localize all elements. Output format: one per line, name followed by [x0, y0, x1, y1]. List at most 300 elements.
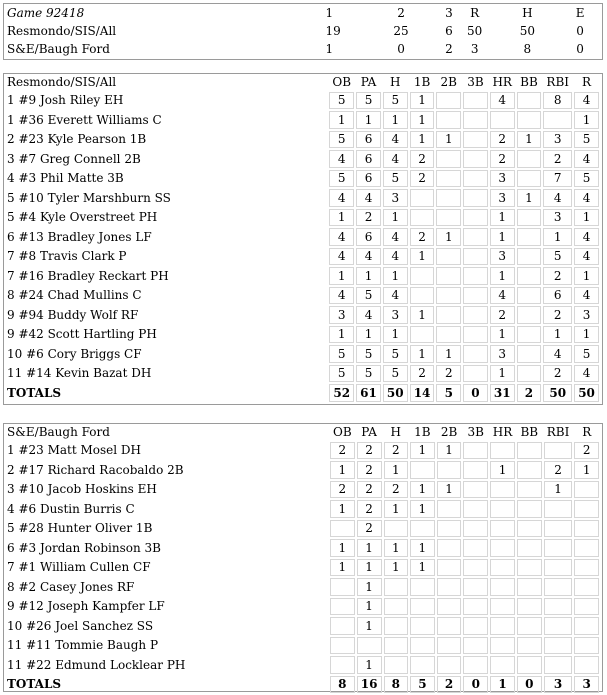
stat-cell — [410, 656, 435, 674]
stat-cell: 1 — [330, 461, 355, 479]
stat-cell — [463, 461, 488, 479]
stat-cell: 5 — [329, 92, 354, 110]
stat-cell — [463, 637, 488, 655]
stat-cell: 2 — [436, 365, 461, 383]
stat-cell — [463, 131, 488, 149]
stat-cell — [490, 481, 515, 499]
stat-cell — [384, 656, 409, 674]
stat-cell: 5 — [543, 248, 572, 266]
stat-cell: 6 — [356, 228, 381, 246]
stat-cell: 4 — [574, 150, 599, 168]
stat-cell — [357, 637, 382, 655]
stat-cell: 2 — [356, 209, 381, 227]
stat-cell — [463, 189, 488, 207]
stat-cell: 1 — [436, 228, 461, 246]
player-name: 11 #11 Tommie Baugh P — [7, 638, 159, 653]
stat-cell: 2 — [384, 481, 409, 499]
stat-cell — [410, 578, 435, 596]
player-row — [5, 209, 599, 227]
column-header: H — [390, 74, 401, 89]
player-name: 3 #7 Greg Connell 2B — [7, 151, 141, 166]
stat-cell — [574, 617, 599, 635]
stat-cell: 1 — [329, 111, 354, 129]
stat-cell — [517, 559, 542, 577]
stat-cell — [463, 150, 488, 168]
stat-cell: 2 — [357, 442, 382, 460]
stat-cell: 2 — [490, 150, 515, 168]
stat-cell — [436, 287, 461, 305]
stat-cell: 5 — [383, 92, 408, 110]
total-cell: 1 — [490, 676, 515, 694]
player-name: 11 #14 Kevin Bazat DH — [7, 366, 152, 381]
stat-cell — [544, 578, 573, 596]
player-name: 8 #24 Chad Mullins C — [7, 288, 142, 303]
stat-cell: 2 — [330, 442, 355, 460]
stat-cell: 3 — [329, 306, 354, 324]
stat-cell — [463, 228, 488, 246]
totals-row — [5, 384, 599, 402]
stat-cell: 4 — [490, 287, 515, 305]
stat-cell — [463, 520, 488, 538]
stat-cell: 1 — [383, 209, 408, 227]
player-row — [5, 520, 599, 538]
stat-cell — [490, 656, 515, 674]
stat-cell: 1 — [574, 209, 599, 227]
linescore-score-cell: 3 — [470, 42, 479, 56]
column-header: OB — [332, 74, 352, 89]
stat-cell: 4 — [356, 306, 381, 324]
stat-cell: 1 — [517, 189, 542, 207]
total-cell: 0 — [463, 676, 488, 694]
total-cell: 61 — [356, 384, 381, 402]
column-header: BB — [520, 424, 539, 439]
stat-cell — [330, 617, 355, 635]
player-row — [5, 559, 599, 577]
stat-cell: 8 — [543, 92, 572, 110]
stat-cell — [544, 500, 573, 518]
stat-cell: 2 — [410, 170, 435, 188]
linescore-row — [4, 40, 602, 58]
linescore-score-cell: 19 — [325, 24, 341, 38]
column-header: BB — [520, 74, 538, 89]
stat-cell — [544, 598, 573, 616]
stat-cell — [384, 637, 409, 655]
stat-cell: 1 — [410, 131, 435, 149]
linescore-team-name: S&E/Baugh Ford — [7, 42, 110, 56]
stat-cell: 2 — [574, 442, 599, 460]
stat-cell — [517, 442, 542, 460]
linescore-score-cell: 50 — [519, 24, 536, 38]
stat-cell — [574, 500, 599, 518]
player-name: 1 #9 Josh Riley EH — [7, 93, 124, 108]
team-box-away — [3, 423, 603, 692]
stat-cell — [463, 92, 488, 110]
player-name: 5 #4 Kyle Overstreet PH — [7, 210, 158, 225]
stat-cell: 1 — [410, 559, 435, 577]
player-row — [5, 170, 599, 188]
player-row — [5, 228, 599, 246]
stat-cell: 1 — [356, 111, 381, 129]
stat-cell — [463, 111, 488, 129]
player-row — [5, 578, 599, 596]
stat-cell: 1 — [574, 111, 599, 129]
totals-label: TOTALS — [7, 677, 62, 692]
stat-cell: 1 — [436, 345, 461, 363]
stat-cell: 2 — [410, 365, 435, 383]
stat-cell: 5 — [574, 345, 599, 363]
stat-cell — [436, 267, 461, 285]
stat-cell — [410, 267, 435, 285]
stat-cell: 1 — [356, 267, 381, 285]
stat-cell: 4 — [543, 345, 572, 363]
player-row — [5, 481, 599, 499]
player-name: 5 #10 Tyler Marshburn SS — [7, 190, 171, 205]
column-header: 2B — [440, 424, 458, 439]
stat-cell — [463, 209, 488, 227]
stat-cell — [517, 228, 542, 246]
stat-cell — [410, 598, 435, 616]
linescore-score-cell: 50 — [467, 24, 483, 38]
player-row — [5, 598, 599, 616]
stat-cell: 4 — [574, 248, 599, 266]
stat-cell: 1 — [357, 578, 382, 596]
stat-cell: 5 — [574, 131, 599, 149]
stat-cell — [490, 111, 515, 129]
stat-cell — [436, 306, 461, 324]
stat-cell — [384, 598, 409, 616]
stat-cell: 4 — [490, 92, 515, 110]
stat-cell: 2 — [410, 228, 435, 246]
stat-cell: 1 — [410, 248, 435, 266]
stat-cell: 1 — [357, 656, 382, 674]
stat-cell: 1 — [329, 209, 354, 227]
stat-cell — [463, 326, 488, 344]
stat-cell — [490, 500, 515, 518]
stat-cell: 2 — [543, 150, 572, 168]
total-cell: 2 — [437, 676, 462, 694]
column-header: 3B — [467, 74, 484, 89]
stat-cell: 4 — [329, 228, 354, 246]
player-row — [5, 539, 599, 557]
stat-cell: 5 — [383, 170, 408, 188]
stat-cell: 5 — [383, 345, 408, 363]
stat-cell — [574, 656, 599, 674]
stat-cell: 5 — [329, 131, 354, 149]
stat-cell: 1 — [574, 461, 599, 479]
column-header: PA — [361, 424, 377, 439]
stat-cell — [437, 500, 462, 518]
stat-cell — [517, 539, 542, 557]
stat-cell — [437, 461, 462, 479]
stat-cell — [544, 520, 573, 538]
stat-cell — [463, 598, 488, 616]
stat-cell — [410, 637, 435, 655]
column-header: RBI — [546, 74, 569, 89]
player-row — [5, 617, 599, 635]
stat-cell — [437, 559, 462, 577]
stat-cell: 4 — [329, 248, 354, 266]
stat-cell: 5 — [329, 345, 354, 363]
player-name: 1 #36 Everett Williams C — [7, 112, 162, 127]
linescore-score-cell: 8 — [523, 42, 532, 56]
stat-cell — [410, 209, 435, 227]
batting-table-se-baugh — [3, 422, 601, 695]
stat-cell: 1 — [357, 559, 382, 577]
team-name-header: Resmondo/SIS/All — [7, 74, 117, 89]
stat-cell — [384, 520, 409, 538]
linescore-score-cell: 6 — [445, 24, 453, 38]
stat-cell: 3 — [543, 209, 572, 227]
stat-cell: 1 — [410, 111, 435, 129]
stat-cell: 2 — [490, 131, 515, 149]
stat-cell — [437, 520, 462, 538]
total-cell: 50 — [543, 384, 572, 402]
stat-cell: 7 — [543, 170, 572, 188]
stat-cell: 5 — [356, 92, 381, 110]
stat-cell: 1 — [543, 326, 572, 344]
column-header: 1B — [414, 424, 431, 439]
player-row — [5, 131, 599, 149]
batting-table-resmondo — [3, 72, 601, 404]
stat-cell: 1 — [384, 539, 409, 557]
stat-cell — [436, 209, 461, 227]
stat-cell: 3 — [543, 131, 572, 149]
linescore-team-name: Resmondo/SIS/All — [7, 24, 117, 38]
stat-cell — [330, 598, 355, 616]
stat-cell — [463, 559, 488, 577]
player-row — [5, 111, 599, 129]
stat-cell — [517, 209, 542, 227]
column-header: HR — [492, 74, 512, 89]
stat-cell: 4 — [383, 228, 408, 246]
stat-cell — [544, 539, 573, 557]
stat-cell: 1 — [383, 267, 408, 285]
stat-cell — [436, 92, 461, 110]
stat-cell — [330, 520, 355, 538]
stat-cell — [437, 656, 462, 674]
player-row — [5, 92, 599, 110]
stat-cell — [463, 442, 488, 460]
stat-cell — [384, 578, 409, 596]
stat-cell: 4 — [574, 287, 599, 305]
stat-cell — [517, 326, 542, 344]
player-name: 4 #3 Phil Matte 3B — [7, 171, 124, 186]
stat-cell: 1 — [410, 500, 435, 518]
stat-cell — [517, 598, 542, 616]
player-name: 7 #16 Bradley Reckart PH — [7, 268, 169, 283]
stat-cell — [463, 578, 488, 596]
stat-cell — [574, 539, 599, 557]
stat-cell — [463, 539, 488, 557]
stat-cell — [574, 637, 599, 655]
stat-cell — [544, 442, 573, 460]
linescore-header-cell: E — [575, 6, 585, 20]
stat-cell — [574, 520, 599, 538]
stat-cell: 5 — [356, 287, 381, 305]
stat-cell: 2 — [543, 365, 572, 383]
stat-cell — [436, 111, 461, 129]
stat-cell — [517, 150, 542, 168]
stat-cell — [463, 617, 488, 635]
stat-cell — [517, 461, 542, 479]
stat-cell — [437, 539, 462, 557]
stat-cell: 1 — [384, 500, 409, 518]
stat-cell — [517, 520, 542, 538]
stat-cell: 2 — [357, 461, 382, 479]
stat-cell — [463, 481, 488, 499]
stat-cell: 3 — [490, 170, 515, 188]
stat-cell — [517, 287, 542, 305]
stat-cell: 1 — [357, 539, 382, 557]
player-name: 9 #42 Scott Hartling PH — [7, 327, 157, 342]
stat-cell: 5 — [329, 170, 354, 188]
linescore-score-cell: 0 — [576, 42, 584, 56]
linescore-header-cell: 2 — [397, 6, 405, 20]
stat-cell — [517, 248, 542, 266]
column-header: OB — [333, 424, 352, 439]
stat-cell: 2 — [544, 461, 573, 479]
stat-cell: 1 — [490, 209, 515, 227]
stat-cell: 2 — [490, 306, 515, 324]
player-row — [5, 248, 599, 266]
stat-cell — [410, 617, 435, 635]
player-name: 1 #23 Matt Mosel DH — [7, 443, 141, 458]
totals-label: TOTALS — [7, 385, 62, 400]
player-row — [5, 461, 599, 479]
player-name: 6 #13 Bradley Jones LF — [7, 229, 152, 244]
linescore-score-cell: 1 — [325, 42, 334, 56]
stat-cell — [437, 598, 462, 616]
stat-cell — [543, 111, 572, 129]
stat-cell — [437, 637, 462, 655]
stat-cell — [517, 578, 542, 596]
stat-cell: 1 — [437, 442, 462, 460]
stat-cell: 1 — [357, 598, 382, 616]
stat-cell — [410, 326, 435, 344]
player-name: 9 #12 Joseph Kampfer LF — [7, 599, 165, 614]
stat-cell: 1 — [330, 559, 355, 577]
stat-cell — [410, 287, 435, 305]
stat-cell: 3 — [383, 189, 408, 207]
player-row — [5, 189, 599, 207]
stat-cell — [517, 637, 542, 655]
stat-cell: 2 — [357, 500, 382, 518]
stat-cell — [463, 170, 488, 188]
player-row — [5, 637, 599, 655]
stat-cell: 3 — [574, 306, 599, 324]
stat-cell — [490, 637, 515, 655]
stat-cell: 5 — [356, 365, 381, 383]
stat-cell — [463, 306, 488, 324]
stat-cell — [490, 617, 515, 635]
team-name-header: S&E/Baugh Ford — [7, 424, 110, 439]
stat-cell — [410, 520, 435, 538]
stat-cell — [384, 617, 409, 635]
stat-cell: 4 — [329, 287, 354, 305]
stat-cell: 6 — [356, 131, 381, 149]
stat-cell: 1 — [329, 267, 354, 285]
stat-cell: 1 — [410, 442, 435, 460]
player-name: 11 #22 Edmund Locklear PH — [7, 657, 186, 672]
total-cell: 8 — [384, 676, 409, 694]
stat-cell: 1 — [410, 92, 435, 110]
player-name: 7 #8 Travis Clark P — [7, 249, 127, 264]
total-cell: 52 — [329, 384, 354, 402]
linescore-score-cell: 0 — [576, 24, 584, 38]
total-cell: 2 — [517, 384, 542, 402]
stat-cell — [517, 306, 542, 324]
stat-cell — [436, 189, 461, 207]
stat-cell: 1 — [574, 326, 599, 344]
stat-cell — [463, 267, 488, 285]
player-row — [5, 267, 599, 285]
stat-cell — [463, 365, 488, 383]
stat-cell: 4 — [383, 131, 408, 149]
stat-cell: 1 — [490, 461, 515, 479]
stat-cell — [330, 656, 355, 674]
stat-cell — [517, 365, 542, 383]
stat-cell: 1 — [490, 365, 515, 383]
stat-cell: 4 — [543, 189, 572, 207]
stat-cell — [517, 345, 542, 363]
player-name: 7 #1 William Cullen CF — [7, 560, 151, 575]
stat-cell: 1 — [410, 539, 435, 557]
stat-cell — [463, 287, 488, 305]
player-row — [5, 287, 599, 305]
player-name: 8 #2 Casey Jones RF — [7, 579, 135, 594]
stat-cell — [517, 500, 542, 518]
stat-cell — [490, 598, 515, 616]
total-cell: 50 — [574, 384, 599, 402]
stat-cell: 5 — [356, 345, 381, 363]
stat-cell — [574, 578, 599, 596]
stat-cell — [437, 617, 462, 635]
batting-header-row — [5, 74, 599, 90]
stat-cell: 4 — [383, 150, 408, 168]
stat-cell — [463, 345, 488, 363]
stat-cell: 6 — [543, 287, 572, 305]
stat-cell: 3 — [490, 345, 515, 363]
column-header: 1B — [413, 74, 431, 89]
stat-cell: 1 — [383, 111, 408, 129]
stat-cell: 1 — [436, 131, 461, 149]
player-row — [5, 306, 599, 324]
total-cell: 3 — [574, 676, 599, 694]
column-header: R — [582, 424, 592, 439]
stat-cell: 1 — [490, 228, 515, 246]
stat-cell — [463, 248, 488, 266]
stat-cell: 1 — [410, 306, 435, 324]
stat-cell — [544, 656, 573, 674]
stat-cell: 1 — [410, 345, 435, 363]
stat-cell — [574, 481, 599, 499]
total-cell: 0 — [517, 676, 542, 694]
total-cell: 50 — [383, 384, 408, 402]
stat-cell — [517, 111, 542, 129]
stat-cell — [463, 500, 488, 518]
batting-header-row — [5, 424, 599, 440]
stat-cell: 2 — [384, 442, 409, 460]
stat-cell: 4 — [383, 287, 408, 305]
column-header: RBI — [546, 424, 570, 439]
column-header: 3B — [467, 424, 484, 439]
player-row — [5, 150, 599, 168]
stat-cell: 2 — [357, 520, 382, 538]
stat-cell: 2 — [410, 150, 435, 168]
stat-cell: 2 — [543, 306, 572, 324]
stat-cell — [436, 326, 461, 344]
total-cell: 3 — [544, 676, 573, 694]
